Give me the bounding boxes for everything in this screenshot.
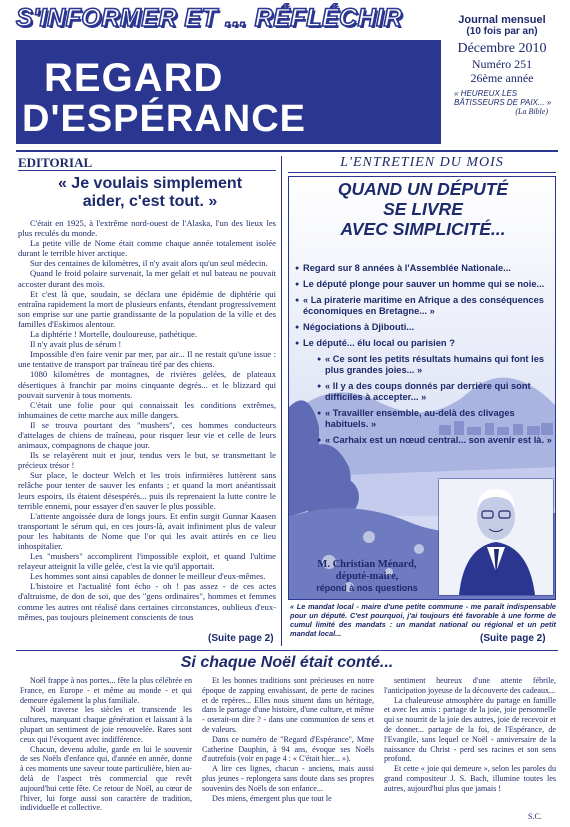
interview-sub-bullet: ● « Travailler ensemble, au-delà des clivages habituels. » xyxy=(317,408,553,430)
noel-paragraph: Noël frappe à nos portes... fête la plus célébrée en France, en Europe - et même au monde - et qui demeure également la plus familiale. xyxy=(20,676,192,705)
editorial-paragraph: 1080 kilomètres de montagnes, de rivières gelées, de plateaux désertiques à franchir par moins cinquante degrés... et le blizzard qui pouvait survenir à tous moments. xyxy=(18,369,276,400)
editorial-paragraph: L'histoire et l'actualité font écho - oh ! pas assez - de ces actes d'altruisme, de don de soi, que des "gens ordinaires", hommes et femmes comme les autres ont réalisé dans certaines circonstances, oublieux d'eux-mêmes, pas toujours pleinement conscients de tous xyxy=(18,581,276,622)
noel-paragraph: Noël traverse les siècles et transcende les cultures, marquant chaque génération et laissant à la plupart un sentiment de joie renouvelée. Rares sont ceux qui l'évoquent avec indifférence. xyxy=(20,705,192,744)
editorial-paragraph: Il n'y avait plus de sérum ! xyxy=(30,339,122,350)
middle-divider xyxy=(16,650,558,651)
editorial-paragraph: Quand le froid polaire survenait, la mer gelait et nul bateau ne pouvait accoster durant des mois. xyxy=(18,268,276,289)
noel-column-3 xyxy=(384,676,556,819)
masthead-quote: « HEUREUX LES BÂTISSEURS DE PAIX... » xyxy=(454,89,552,107)
interview-quote: « Le mandat local - maire d'une petite commune - me paraît indispensable pour un député. C'est pourquoi, j'ai toujours été favorable à une forme de cumul limité des mandats : un mandat national ou régional et un petit mandat local... xyxy=(290,602,556,638)
interview-heading: L'ENTRETIEN DU MOIS xyxy=(340,155,504,170)
column-divider xyxy=(281,156,282,646)
caption-role: député-maire, xyxy=(335,571,399,582)
noel-paragraph: Et les bonnes traditions sont précieuses en notre époque de zapping envahissant, de perte de racines et de repères... Elles nous situent dans un héritage, dans le partage d'une histoire, d'une culture, et même - oserait-on dire ? - dans une communion de sens et de valeurs. xyxy=(202,676,374,734)
noel-paragraph: Chacun, devenu adulte, garde en lui le souvenir de ses Noëls d'enfance qui, d'année en année, donne à ces moments une saveur toute particulière, bien au-delà de l'aspect très commercial que revêt aujourd'hui cette fête. Ce retour de Noël, au cœur de l'hiver, lui forge aussi son caractère de tradition, individuelle et collective. xyxy=(20,744,192,813)
editorial-paragraph: Ils se relayèrent nuit et jour, tendus vers le but, se transmettant le précieux trésor ! xyxy=(18,450,276,471)
interview-panel xyxy=(288,176,556,600)
editorial-paragraph: Les "mushers" accomplirent l'impossible exploit, et quand l'ultime relayeur atteignit la ville gelée, c'est la vie qu'il apportait. xyxy=(18,551,276,572)
masthead-quote-source: (La Bible) xyxy=(515,107,548,116)
issue-type: Journal mensuel xyxy=(458,14,546,26)
issue-number: Numéro 251 xyxy=(471,57,533,71)
journal-title-line1: REGARD xyxy=(44,56,224,100)
interview-bullet: ● Regard sur 8 années à l'Assemblée Nationale... xyxy=(295,263,553,274)
editorial-paragraph: Et c'est là que, soudain, se déclara une épidémie de diphtérie qui entraîna rapidement la mort de plusieurs enfants, étendant progressivement son emprise sur une partie grandissante de la population de la ville et des familles d'Eskimos alentour. xyxy=(18,288,276,329)
editorial-title: « Je voulais simplement aider, c'est tout. » xyxy=(57,175,243,210)
editorial-paragraph: Sur des centaines de kilomètres, il n'y avait alors qu'un seul médecin. xyxy=(30,258,268,269)
editorial-body xyxy=(18,218,276,630)
editorial-paragraph: Sur place, le docteur Welch et les trois infirmières luttèrent sans relâche pour tenter de sauver les enfants ; et quand la mort anéantissait leurs espoirs, ils étaient désespérés... puis ils reprenaient la lutte contre le terrible ennemi, pour essayer d'en sauver le plus possible. xyxy=(18,470,276,511)
editorial-continued: (Suite page 2) xyxy=(208,633,274,644)
noel-paragraph: A lire ces lignes, chacun - anciens, mais aussi plus jeunes - replongera sans doute dans ses propres souvenirs des Noëls de son enfance... xyxy=(202,764,374,793)
tagline: S'INFORMER ET ... RÉFLÉCHIR xyxy=(16,4,403,32)
editorial-heading-rule xyxy=(18,170,276,171)
editorial-paragraph: C'était une folie pour qui connaissait les conditions extrêmes, inhumaines de cette marche aux mille dangers. xyxy=(18,399,276,420)
editorial-heading: EDITORIAL xyxy=(18,155,93,170)
interview-sub-bullet: ● « Il y a des coups donnés par derrière qui sont difficiles à accepter... » xyxy=(317,381,553,403)
noel-title: Si chaque Noël était conté... xyxy=(180,654,394,671)
interview-title-line: AVEC SIMPLICITÉ... xyxy=(340,219,506,239)
journal-title-line2: D'ESPÉRANCE xyxy=(22,98,306,140)
editorial-paragraph: La petite ville de Nome était comme chaque année totalement isolée durant le terrible hiver arctique. xyxy=(18,238,276,259)
editorial-paragraph: La diphtérie ! Mortelle, douloureuse, pathétique. xyxy=(30,329,198,340)
issue-frequency: (10 fois par an) xyxy=(466,26,538,37)
editorial-paragraph: Les hommes sont ainsi capables de donner le meilleur d'eux-mêmes. xyxy=(30,571,266,582)
caption-name: M. Christian Ménard, xyxy=(317,559,417,570)
interview-title-line: QUAND UN DÉPUTÉ xyxy=(337,179,509,199)
noel-columns xyxy=(20,676,556,819)
interview-bullet: ● Le député... élu local ou parisien ? xyxy=(295,338,553,349)
editorial-paragraph: Impossible d'en faire venir par mer, par air... Il ne restait qu'une issue : une tentative de transport par traîneau tiré par des chiens. xyxy=(18,349,276,370)
noel-paragraph: La chaleureuse atmosphère du partage en famille et avec les amis : partage de la joie, joie personnelle qui se nourrit de la joie des autres, joie de recevoir et de donner... partage de la foi, de l'Espérance, de l'Evangile, sans lequel ce Noël - anniversaire de la naissance du Christ - perd ses racines et son sens profond. xyxy=(384,695,556,764)
issue-box xyxy=(448,14,556,142)
editorial-paragraph: L'attente angoissée dura de longs jours. Et enfin surgit Gunnar Kaasen transportant le sérum qui, en ces jours-là, avait infiniment plus de valeur pour les habitants de Nome que l'or qui les avait attirés en ce lieu inhospitalier. xyxy=(18,510,276,551)
noel-paragraph: sentiment heureux d'une attente fébrile, l'anticipation joyeuse de la découverte des cadeaux... xyxy=(384,676,556,695)
top-divider xyxy=(16,150,558,152)
noel-paragraph: Dans ce numéro de "Regard d'Espérance", Mme Catherine Dauphin, à 94 ans, évoque ses Noëls d'autrefois (voir en page 4 : « C'était hier... »). xyxy=(202,734,374,764)
deputy-portrait xyxy=(439,479,553,595)
issue-year: 26ème année xyxy=(470,71,534,85)
interview-title xyxy=(289,179,556,239)
noel-paragraph: Et cette « joie qui demeure », selon les paroles du grand compositeur J. S. Bach, illumine toutes les autres, aujourd'hui plus que jamais ! xyxy=(384,764,556,793)
noel-column-2 xyxy=(202,676,374,819)
editorial-paragraph: C'était en 1925, à l'extrême nord-ouest de l'Alaska, l'un des lieux les plus reculés du monde. xyxy=(18,218,276,239)
noel-paragraph: Des miens, émergent plus que tout le xyxy=(212,793,332,803)
signature: S.C. xyxy=(528,812,542,821)
interview-bullet: ● « La piraterie maritime en Afrique a des conséquences économiques en Bretagne... » xyxy=(295,295,553,317)
caption-note: répond à nos questions xyxy=(316,583,418,593)
interview-sub-bullet: ● « Ce sont les petits résultats humains qui font les plus grandes joies... » xyxy=(317,354,553,376)
interview-title-line: SE LIVRE xyxy=(383,199,463,219)
interview-heading-rule xyxy=(288,172,556,173)
interview-bullet: ● Le député plonge pour sauver un homme qui se noie... xyxy=(295,279,553,290)
interview-continued: (Suite page 2) xyxy=(480,633,546,644)
interview-bullet: ● Négociations à Djibouti... xyxy=(295,322,553,333)
noel-column-1 xyxy=(20,676,192,819)
editorial-paragraph: Il se trouva pourtant des "mushers", ces hommes conducteurs d'attelages de chiens de traîneau, pour risquer leur vie et celle de leurs animaux, compagnons de chaque jour. xyxy=(18,419,276,451)
issue-date: Décembre 2010 xyxy=(457,41,547,56)
interview-bullets xyxy=(295,263,553,451)
interview-sub-bullet: ● « Carhaix est un nœud central... son avenir est là. » xyxy=(317,435,553,446)
portrait-caption xyxy=(307,559,427,593)
